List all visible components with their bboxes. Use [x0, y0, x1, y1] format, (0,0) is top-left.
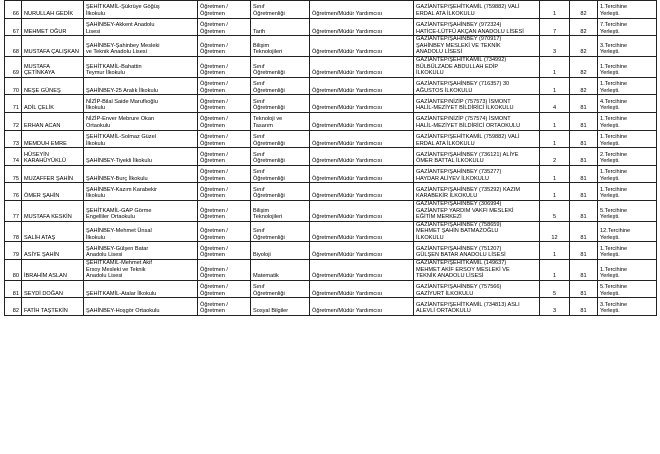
teacher-name-cell: MUSTAFA ÇALIŞKAN	[22, 36, 84, 57]
placed-school-cell: GAZİANTEP/NİZİP (757574) İSMONT HALİL-MEZİYET BİLDİRİCİ ORTAOKULU	[414, 112, 540, 130]
result-cell: 12.Tercihine Yerleşti.	[598, 221, 657, 242]
result-cell: 7.Tercihine Yerleşti.	[598, 18, 657, 36]
placed-school-cell: GAZİANTEP/ŞEHİTKAMİL (734813) ASLI ALEVLİ ORTAOKULU	[414, 298, 540, 316]
position-cell: Öğretmen/Müdür Yardımcısı	[310, 298, 414, 316]
branch-cell: Tarih	[251, 18, 310, 36]
title-cell: Öğretmen / Öğretmen	[198, 183, 251, 201]
branch-cell: Teknoloji ve Tasarım	[251, 112, 310, 130]
current-school-cell: ŞAHİNBEY-Gülşen Batar Anadolu Lisesi	[84, 242, 198, 260]
row-number-cell: 66	[5, 1, 22, 19]
result-cell: 1.Tercihine Yerleşti.	[598, 183, 657, 201]
branch-cell: Sınıf Öğretmenliği	[251, 221, 310, 242]
teacher-name-cell: İBRAHİM ASLAN	[22, 260, 84, 281]
placed-school-cell: GAZİANTEP/ŞAHİNBEY (306994) GAZİANTEP YARDIM VAKFI MESLEKİ EĞİTİM MERKEZİ	[414, 200, 540, 221]
score-cell: 81	[570, 221, 598, 242]
score-cell: 81	[570, 242, 598, 260]
table-row	[5, 77, 657, 95]
score-cell: 81	[570, 260, 598, 281]
row-number-cell: 68	[5, 36, 22, 57]
branch-cell: Sınıf Öğretmenliği	[251, 130, 310, 148]
row-number-cell: 82	[5, 298, 22, 316]
teacher-name-cell: HÜSEYİN KARAHÜYÜKLÜ	[22, 148, 84, 166]
score-cell: 81	[570, 183, 598, 201]
branch-cell: Matematik	[251, 260, 310, 281]
title-cell: Öğretmen / Öğretmen	[198, 148, 251, 166]
teacher-name-cell: ERHAN ACAN	[22, 112, 84, 130]
title-cell: Öğretmen / Öğretmen	[198, 165, 251, 183]
position-cell: Öğretmen/Müdür Yardımcısı	[310, 56, 414, 77]
placed-school-cell: GAZİANTEP/ŞAHİNBEY (972324) HATİCE-LÜTFÜ AKÇAN ANADOLU LİSESİ	[414, 18, 540, 36]
position-cell: Öğretmen/Müdür Yardımcısı	[310, 1, 414, 19]
position-cell: Öğretmen/Müdür Yardımcısı	[310, 200, 414, 221]
branch-cell: Sınıf Öğretmenliği	[251, 56, 310, 77]
teacher-name-cell: FATİH TAŞTEKİN	[22, 298, 84, 316]
title-cell: Öğretmen / Öğretmen	[198, 298, 251, 316]
branch-cell: Biyoloji	[251, 242, 310, 260]
result-cell: 2.Tercihine Yerleşti.	[598, 148, 657, 166]
score-cell: 81	[570, 95, 598, 113]
table-row	[5, 183, 657, 201]
placement-results-table	[4, 0, 657, 316]
current-school-cell: ŞEHİTKAMİL-Şükrüye Göğüş İlkokulu	[84, 1, 198, 19]
table-row	[5, 56, 657, 77]
branch-cell: Sınıf Öğretmenliği	[251, 77, 310, 95]
placed-school-cell: GAZİANTEP/ŞEHİTKAMİL (149637) MEHMET AKİF ERSOY MESLEKİ VE TEKNİK ANADOLU LİSESİ	[414, 260, 540, 281]
placed-school-cell: GAZİANTEP/NİZİP (757573) İSMONT HALİL-MEZİYET BİLDİRİCİ İLKOKULU	[414, 95, 540, 113]
table-row	[5, 148, 657, 166]
current-school-cell: ŞEHİTKAMİL-Bahattin Teymur İlkokulu	[84, 56, 198, 77]
table-row	[5, 130, 657, 148]
teacher-name-cell: MEHMET OĞUR	[22, 18, 84, 36]
result-cell: 1.Tercihine Yerleşti.	[598, 242, 657, 260]
current-school-cell: ŞAHİNBEY-Şahinbey Mesleki ve Teknik Anadolu Lisesi	[84, 36, 198, 57]
preference-rank-cell: 7	[540, 18, 570, 36]
row-number-cell: 76	[5, 183, 22, 201]
result-cell: 4.Tercihine Yerleşti.	[598, 95, 657, 113]
table-row	[5, 18, 657, 36]
preference-rank-cell: 12	[540, 221, 570, 242]
table-body	[5, 1, 657, 316]
position-cell: Öğretmen/Müdür Yardımcısı	[310, 280, 414, 298]
current-school-cell: NİZİP-Bilal Saide Maruflıoğlu İlkokulu	[84, 95, 198, 113]
score-cell: 81	[570, 165, 598, 183]
teacher-name-cell: ADİL ÇELİK	[22, 95, 84, 113]
current-school-cell: ŞEHİTKAMİL-Solmaz Güzel İlkokulu	[84, 130, 198, 148]
row-number-cell: 71	[5, 95, 22, 113]
teacher-name-cell: NURULLAH GEDİK	[22, 1, 84, 19]
preference-rank-cell: 3	[540, 298, 570, 316]
teacher-name-cell: MUSTAFA ÇETİNKAYA	[22, 56, 84, 77]
preference-rank-cell: 3	[540, 36, 570, 57]
current-school-cell: ŞAHİNBEY-Mehmet Ünsal İlkokulu	[84, 221, 198, 242]
preference-rank-cell: 1	[540, 165, 570, 183]
score-cell: 81	[570, 112, 598, 130]
branch-cell: Sosyal Bilgiler	[251, 298, 310, 316]
placed-school-cell: GAZİANTEP/ŞAHİNBEY (758659) MEHMET ŞAHİN BATMAZOĞLU İLKOKULU	[414, 221, 540, 242]
title-cell: Öğretmen / Öğretmen	[198, 95, 251, 113]
current-school-cell: ŞEHİTKAMİL-Atalar İlkokulu	[84, 280, 198, 298]
preference-rank-cell: 1	[540, 130, 570, 148]
table-row	[5, 165, 657, 183]
score-cell: 81	[570, 298, 598, 316]
branch-cell: Sınıf Öğretmenliği	[251, 183, 310, 201]
placed-school-cell: GAZİANTEP/ŞAHİNBEY (751207) GÜLŞEN BATAR ANADOLU LİSESİ	[414, 242, 540, 260]
teacher-name-cell: ASİYE ŞAHİN	[22, 242, 84, 260]
row-number-cell: 74	[5, 148, 22, 166]
table-row	[5, 221, 657, 242]
table-row	[5, 200, 657, 221]
branch-cell: Sınıf Öğretmenliği	[251, 148, 310, 166]
position-cell: Öğretmen/Müdür Yardımcısı	[310, 165, 414, 183]
placed-school-cell: GAZİANTEP/ŞEHİTKAMİL (734992) BÜLBÜLZADE ABDULLAH EDİP İLKOKULU	[414, 56, 540, 77]
preference-rank-cell: 1	[540, 77, 570, 95]
score-cell: 82	[570, 77, 598, 95]
branch-cell: Sınıf Öğretmenliği	[251, 95, 310, 113]
placed-school-cell: GAZİANTEP/ŞAHİNBEY (736121) ALİYE ÖMER BATTAL İLKOKULU	[414, 148, 540, 166]
result-cell: 1.Tercihine Yerleşti.	[598, 77, 657, 95]
current-school-cell: ŞEHİTKAMİL-GAP Görme Engelliler Ortaokulu	[84, 200, 198, 221]
title-cell: Öğretmen / Öğretmen	[198, 56, 251, 77]
placed-school-cell: GAZİANTEP/ŞAHİNBEY (735292) KAZIM KARABEKİR İLKOKULU	[414, 183, 540, 201]
current-school-cell: ŞAHİNBEY-Burç İlkokulu	[84, 165, 198, 183]
result-cell: 1.Tercihine Yerleşti.	[598, 165, 657, 183]
preference-rank-cell: 2	[540, 148, 570, 166]
preference-rank-cell: 1	[540, 56, 570, 77]
result-cell: 1.Tercihine Yerleşti.	[598, 260, 657, 281]
preference-rank-cell: 1	[540, 112, 570, 130]
branch-cell: Sınıf Öğretmenliği	[251, 1, 310, 19]
title-cell: Öğretmen / Öğretmen	[198, 260, 251, 281]
current-school-cell: ŞEHİTKAMİL-Mehmet Akif Ersoy Mesleki ve Teknik Anadolu Lisesi	[84, 260, 198, 281]
title-cell: Öğretmen / Öğretmen	[198, 77, 251, 95]
teacher-name-cell: NEŞE GÜNEŞ	[22, 77, 84, 95]
branch-cell: Sınıf Öğretmenliği	[251, 280, 310, 298]
position-cell: Öğretmen/Müdür Yardımcısı	[310, 112, 414, 130]
current-school-cell: ŞAHİNBEY-Kazım Karabekir İlkokulu	[84, 183, 198, 201]
result-cell: 1.Tercihine Yerleşti.	[598, 112, 657, 130]
table-row	[5, 298, 657, 316]
row-number-cell: 73	[5, 130, 22, 148]
placed-school-cell: GAZİANTEP/ŞAHİNBEY (757566) GAZİYURT İLKOKULU	[414, 280, 540, 298]
score-cell: 82	[570, 18, 598, 36]
title-cell: Öğretmen / Öğretmen	[198, 112, 251, 130]
table-row	[5, 280, 657, 298]
preference-rank-cell: 1	[540, 260, 570, 281]
placed-school-cell: GAZİANTEP/ŞAHİNBEY (970917) ŞAHİNBEY MESLEKİ VE TEKNİK ANADOLU LİSESİ	[414, 36, 540, 57]
preference-rank-cell: 4	[540, 95, 570, 113]
title-cell: Öğretmen / Öğretmen	[198, 242, 251, 260]
position-cell: Öğretmen/Müdür Yardımcısı	[310, 148, 414, 166]
row-number-cell: 67	[5, 18, 22, 36]
preference-rank-cell: 5	[540, 200, 570, 221]
branch-cell: Sınıf Öğretmenliği	[251, 165, 310, 183]
result-cell: 3.Tercihine Yerleşti.	[598, 36, 657, 57]
result-cell: 5.Tercihine Yerleşti.	[598, 200, 657, 221]
placed-school-cell: GAZİANTEP/ŞAHİNBEY (735277) HAYDAR ALİYEV İLKOKULU	[414, 165, 540, 183]
score-cell: 81	[570, 130, 598, 148]
table-row	[5, 112, 657, 130]
position-cell: Öğretmen/Müdür Yardımcısı	[310, 242, 414, 260]
row-number-cell: 81	[5, 280, 22, 298]
teacher-name-cell: MEMDUH EMRE	[22, 130, 84, 148]
preference-rank-cell: 5	[540, 280, 570, 298]
title-cell: Öğretmen / Öğretmen	[198, 36, 251, 57]
row-number-cell: 69	[5, 56, 22, 77]
current-school-cell: ŞAHİNBEY-Akkent Anadolu Lisesi	[84, 18, 198, 36]
current-school-cell: ŞAHİNBEY-Tiyekli İlkokulu	[84, 148, 198, 166]
row-number-cell: 72	[5, 112, 22, 130]
current-school-cell: NİZİP-Enver Mebrure Okan Ortaokulu	[84, 112, 198, 130]
result-cell: 5.Tercihine Yerleşti.	[598, 280, 657, 298]
placed-school-cell: GAZİANTEP/ŞAHİNBEY (716357) 30 AĞUSTOS İLKOKULU	[414, 77, 540, 95]
placed-school-cell: GAZİANTEP/ŞEHİTKAMİL (759882) VALİ ERDAL ATA İLKOKULU	[414, 130, 540, 148]
preference-rank-cell: 1	[540, 1, 570, 19]
title-cell: Öğretmen / Öğretmen	[198, 18, 251, 36]
table-row	[5, 260, 657, 281]
score-cell: 82	[570, 56, 598, 77]
row-number-cell: 80	[5, 260, 22, 281]
title-cell: Öğretmen / Öğretmen	[198, 130, 251, 148]
result-cell: 1.Tercihine Yerleşti.	[598, 56, 657, 77]
result-cell: 1.Tercihine Yerleşti.	[598, 130, 657, 148]
position-cell: Öğretmen/Müdür Yardımcısı	[310, 77, 414, 95]
score-cell: 81	[570, 148, 598, 166]
row-number-cell: 77	[5, 200, 22, 221]
position-cell: Öğretmen/Müdür Yardımcısı	[310, 18, 414, 36]
table-row	[5, 36, 657, 57]
position-cell: Öğretmen/Müdür Yardımcısı	[310, 36, 414, 57]
position-cell: Öğretmen/Müdür Yardımcısı	[310, 221, 414, 242]
score-cell: 81	[570, 200, 598, 221]
result-cell: 3.Tercihine Yerleşti.	[598, 298, 657, 316]
table-row	[5, 1, 657, 19]
position-cell: Öğretmen/Müdür Yardımcısı	[310, 95, 414, 113]
position-cell: Öğretmen/Müdür Yardımcısı	[310, 260, 414, 281]
branch-cell: Bilişim Teknolojileri	[251, 200, 310, 221]
position-cell: Öğretmen/Müdür Yardımcısı	[310, 183, 414, 201]
title-cell: Öğretmen / Öğretmen	[198, 221, 251, 242]
branch-cell: Bilişim Teknolojileri	[251, 36, 310, 57]
teacher-name-cell: MUSTAFA KESKİN	[22, 200, 84, 221]
title-cell: Öğretmen / Öğretmen	[198, 200, 251, 221]
teacher-name-cell: SEYDİ DOĞAN	[22, 280, 84, 298]
table-row	[5, 95, 657, 113]
result-cell: 1.Tercihine Yerleşti.	[598, 1, 657, 19]
current-school-cell: ŞAHİNBEY-Hoşgör Ortaokulu	[84, 298, 198, 316]
row-number-cell: 78	[5, 221, 22, 242]
title-cell: Öğretmen / Öğretmen	[198, 280, 251, 298]
title-cell: Öğretmen / Öğretmen	[198, 1, 251, 19]
row-number-cell: 70	[5, 77, 22, 95]
preference-rank-cell: 1	[540, 242, 570, 260]
score-cell: 81	[570, 280, 598, 298]
preference-rank-cell: 1	[540, 183, 570, 201]
table-row	[5, 242, 657, 260]
score-cell: 82	[570, 36, 598, 57]
placed-school-cell: GAZİANTEP/ŞEHİTKAMİL (759882) VALİ ERDAL ATA İLKOKULU	[414, 1, 540, 19]
teacher-name-cell: ÖMER ŞAHİN	[22, 183, 84, 201]
teacher-name-cell: SALİH ATAŞ	[22, 221, 84, 242]
position-cell: Öğretmen/Müdür Yardımcısı	[310, 130, 414, 148]
score-cell: 82	[570, 1, 598, 19]
current-school-cell: ŞAHİNBEY-25 Aralık İlkokulu	[84, 77, 198, 95]
teacher-name-cell: MUZAFFER ŞAHİN	[22, 165, 84, 183]
row-number-cell: 79	[5, 242, 22, 260]
row-number-cell: 75	[5, 165, 22, 183]
